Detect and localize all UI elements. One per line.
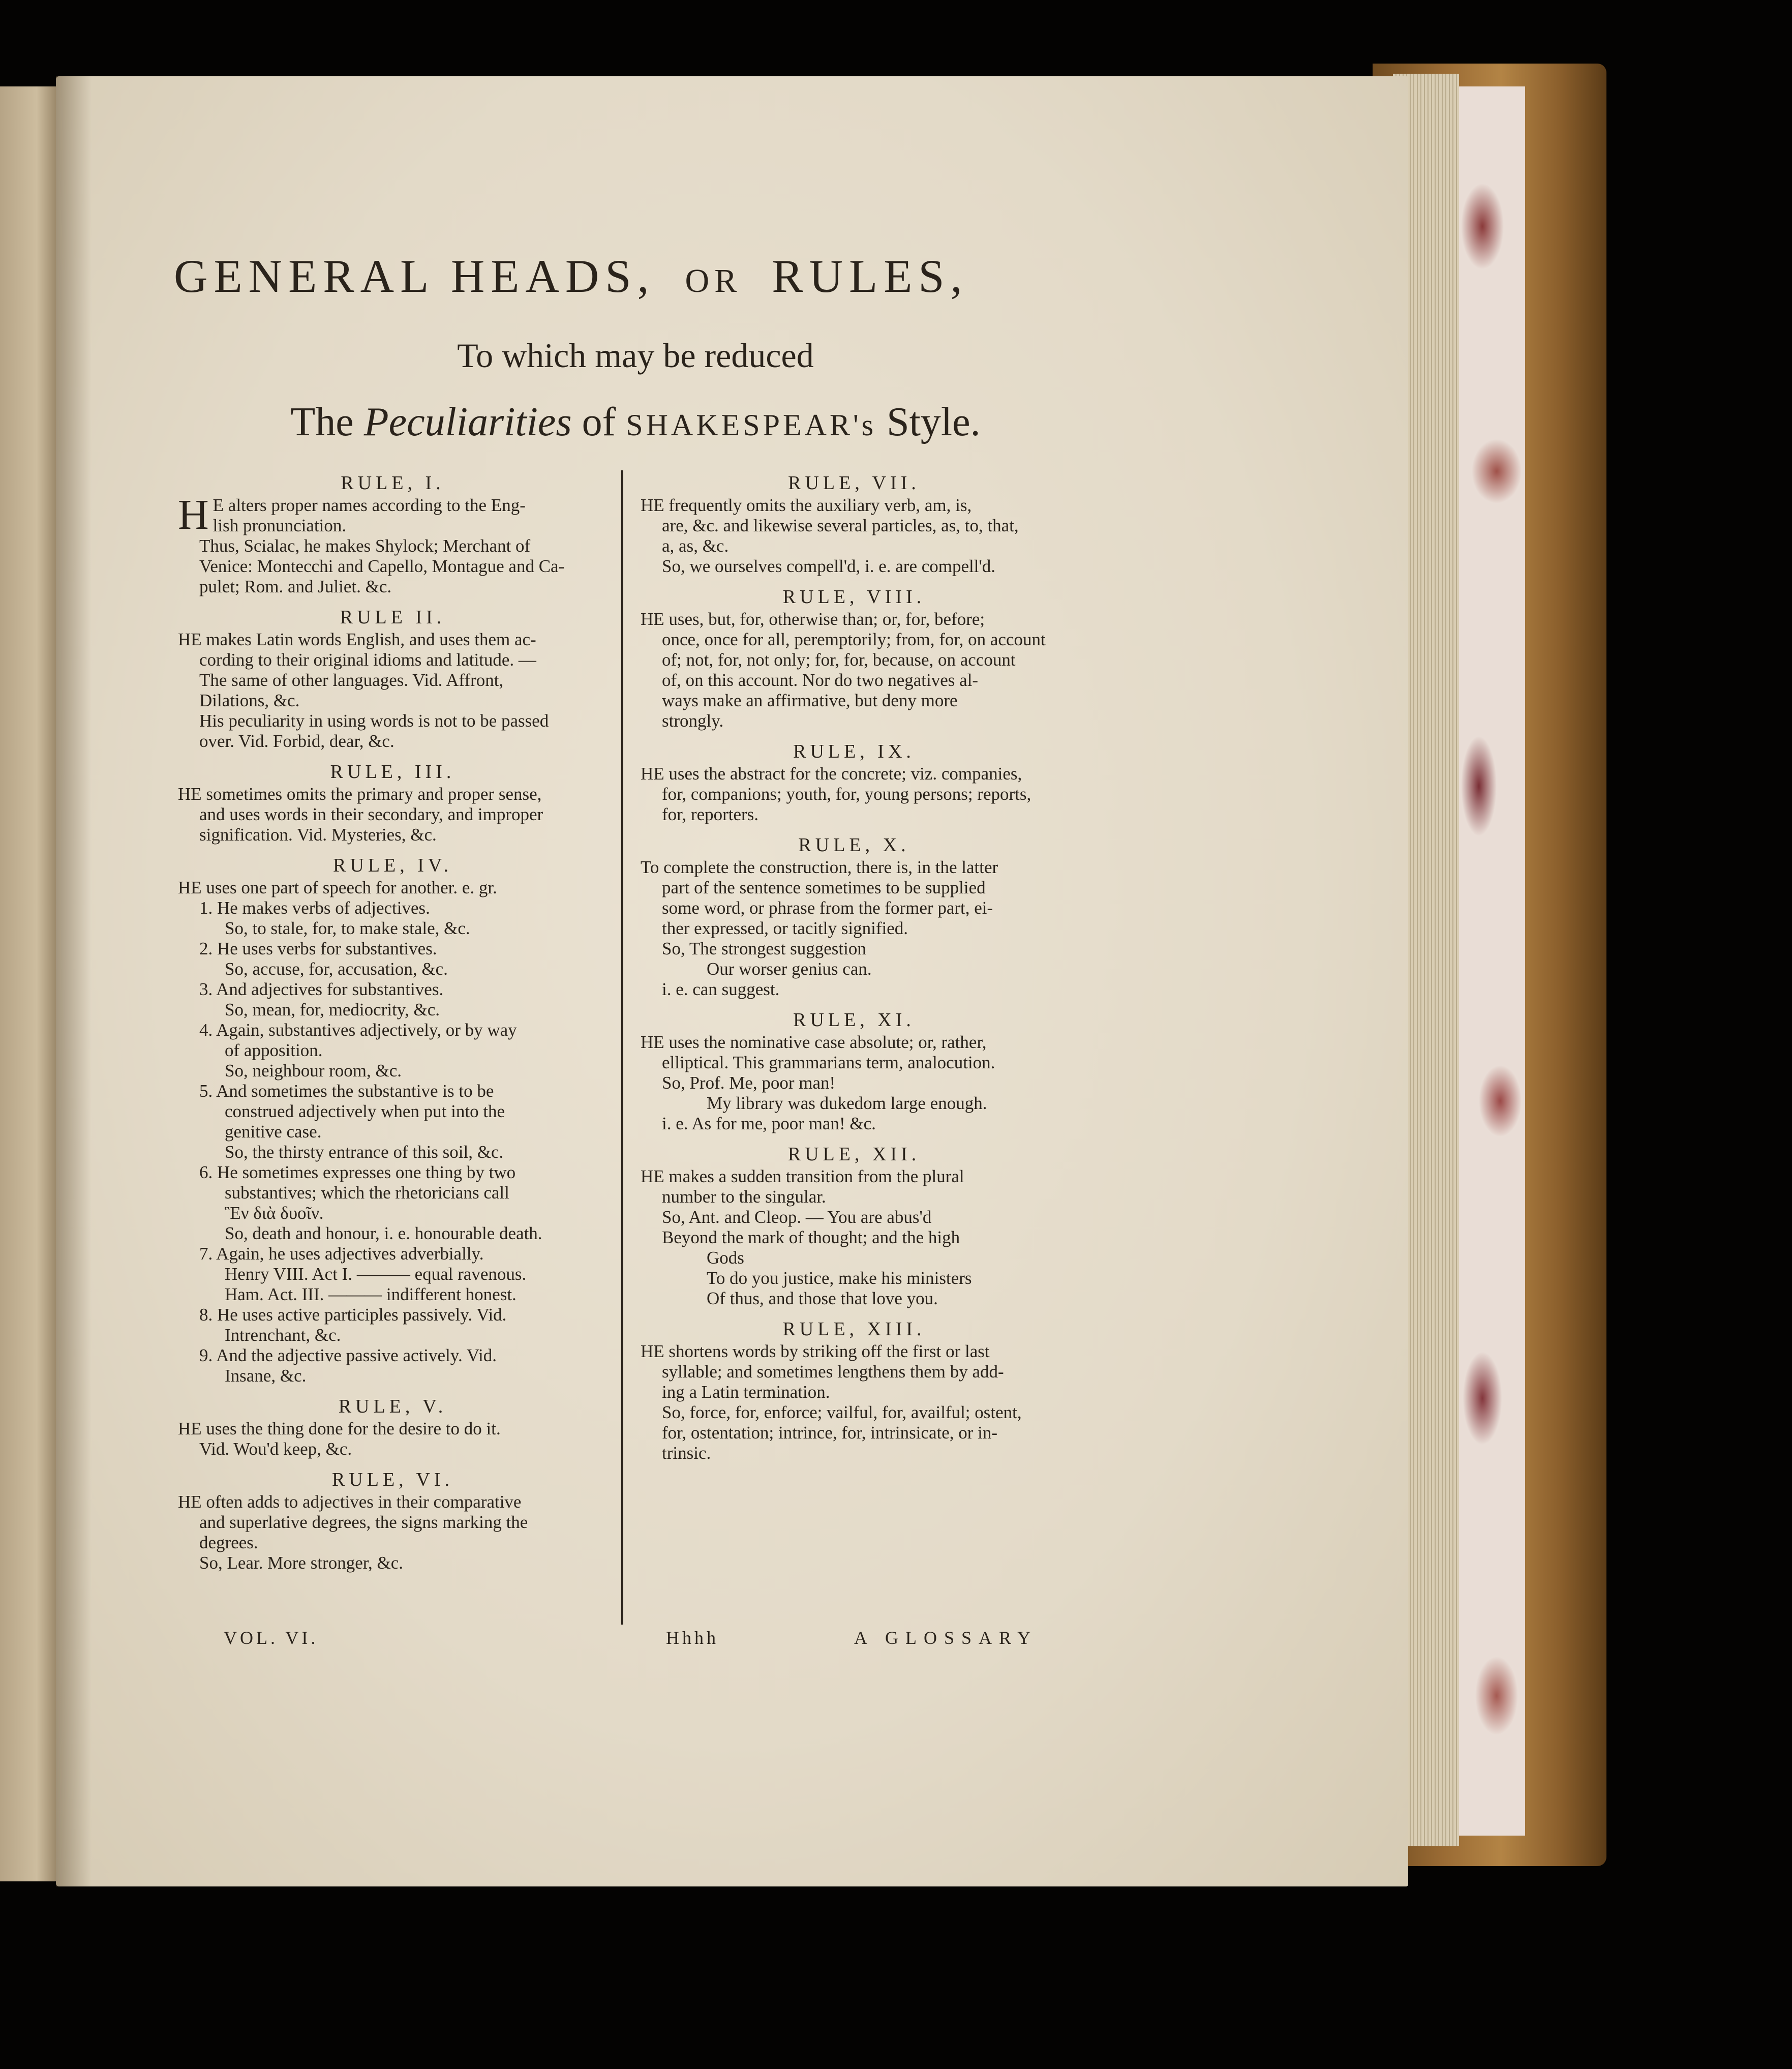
text-line: Gods <box>707 1248 744 1268</box>
rule-heading: RULE, XIII. <box>782 1318 926 1340</box>
text-line: trinsic. <box>662 1443 711 1463</box>
text-line: Vid. Wou'd keep, &c. <box>199 1439 352 1459</box>
rule-block <box>641 1144 1068 1309</box>
left-column <box>178 468 608 1583</box>
signature-mark: Hhhh <box>666 1628 719 1648</box>
text-line: 3. And adjectives for substantives. <box>199 979 444 999</box>
text-line: Dilations, &c. <box>199 691 300 710</box>
rule-heading: RULE II. <box>340 607 446 628</box>
text-line: HE frequently omits the auxiliary verb, am, is, <box>641 495 972 515</box>
title3-of: of <box>582 400 616 444</box>
text-line: So, accuse, for, accusation, &c. <box>225 959 448 979</box>
text-line: syllable; and sometimes lengthens them by add- <box>662 1362 1004 1382</box>
text-line: Insane, &c. <box>225 1366 307 1386</box>
text-line: Ἓν διὰ δυοῖν. <box>225 1203 324 1223</box>
rule-heading: RULE, VIII. <box>782 586 926 608</box>
title-general-heads: GENERAL HEADS, <box>174 250 655 302</box>
text-line: part of the sentence sometimes to be supplied <box>662 878 986 897</box>
text-line: HE makes Latin words English, and uses them ac- <box>178 629 536 649</box>
text-line: over. Vid. Forbid, dear, &c. <box>199 731 394 751</box>
text-line: My library was dukedom large enough. <box>707 1093 987 1113</box>
text-line: 1. He makes verbs of adjectives. <box>199 898 430 918</box>
text-line: So, Prof. Me, poor man! <box>662 1073 836 1093</box>
drop-cap: H <box>178 491 209 538</box>
text-line: for, ostentation; intrince, for, intrinsicate, or in- <box>662 1423 998 1443</box>
text-line: To do you justice, make his ministers <box>707 1268 972 1288</box>
title3-the: The <box>290 400 354 444</box>
text-line: and uses words in their secondary, and improper <box>199 804 543 824</box>
catchword: A GLOSSARY <box>854 1628 1038 1648</box>
text-line: So, Lear. More stronger, &c. <box>199 1553 403 1573</box>
text-line: construed adjectively when put into the <box>225 1101 505 1121</box>
text-line: HE makes a sudden transition from the plural <box>641 1166 964 1186</box>
text-line: of, on this account. Nor do two negatives al- <box>662 670 979 690</box>
rule-block <box>641 741 1068 825</box>
text-line: HE uses the abstract for the concrete; viz. companies, <box>641 764 1022 784</box>
rule-heading: RULE, X. <box>798 834 910 856</box>
column-divider <box>621 470 623 1625</box>
text-line: i. e. can suggest. <box>662 979 780 999</box>
title3-style: Style. <box>887 400 981 444</box>
text-line: 9. And the adjective passive actively. Vid. <box>199 1345 497 1365</box>
text-line: of; not, for, not only; for, for, because, on account <box>662 650 1016 670</box>
text-line: ing a Latin termination. <box>662 1382 830 1402</box>
text-line: ways make an affirmative, but deny more <box>662 691 958 710</box>
text-line: HE uses one part of speech for another. e. gr. <box>178 878 497 897</box>
rule-block <box>178 473 608 597</box>
rule-block <box>641 587 1068 731</box>
text-line: HE sometimes omits the primary and proper sense, <box>178 784 542 804</box>
rule-heading: RULE, IV. <box>333 855 452 876</box>
text-line: So, The strongest suggestion <box>662 939 866 958</box>
rule-heading: RULE, VI. <box>331 1469 454 1490</box>
text-line: So, death and honour, i. e. honourable death. <box>225 1223 542 1243</box>
rule-heading: RULE, IX. <box>793 741 915 762</box>
rule-block <box>178 855 608 1386</box>
text-line: Venice: Montecchi and Capello, Montague and Ca- <box>199 556 565 576</box>
text-line: substantives; which the rhetoricians call <box>225 1183 509 1203</box>
title-rules: RULES, <box>772 250 968 302</box>
text-line: E alters proper names according to the Eng- <box>212 495 526 515</box>
text-line: i. e. As for me, poor man! &c. <box>662 1114 876 1133</box>
marbled-endpaper <box>1454 86 1525 1836</box>
text-line: So, Ant. and Cleop. — You are abus'd <box>662 1207 932 1227</box>
text-line: are, &c. and likewise several particles, as, to, that, <box>662 516 1019 535</box>
title-or: OR <box>685 262 742 299</box>
text-line: 7. Again, he uses adjectives adverbially. <box>199 1244 484 1264</box>
text-line: of apposition. <box>225 1040 323 1060</box>
text-line: So, neighbour room, &c. <box>225 1061 402 1081</box>
rule-block <box>178 1470 608 1573</box>
text-line: cording to their original idioms and latitude. — <box>199 650 536 670</box>
text-line: and superlative degrees, the signs marking the <box>199 1512 528 1532</box>
text-line: 6. He sometimes expresses one thing by two <box>199 1162 516 1182</box>
text-line: Thus, Scialac, he makes Shylock; Merchant of <box>199 536 531 556</box>
text-line: once, once for all, peremptorily; from, for, on account <box>662 629 1046 649</box>
rule-heading: RULE, V. <box>338 1396 447 1417</box>
text-line: ther expressed, or tacitly signified. <box>662 918 908 938</box>
text-line: Of thus, and those that love you. <box>707 1288 938 1308</box>
text-line: So, we ourselves compell'd, i. e. are compell'd. <box>662 556 996 576</box>
text-line: 5. And sometimes the substantive is to be <box>199 1081 494 1101</box>
rule-block <box>178 607 608 752</box>
rule-heading: RULE, I. <box>341 472 445 494</box>
text-line: genitive case. <box>225 1122 322 1142</box>
text-line: number to the singular. <box>662 1187 826 1207</box>
text-line: The same of other languages. Vid. Affront, <box>199 670 504 690</box>
text-line: Intrenchant, &c. <box>225 1325 341 1345</box>
text-line: Beyond the mark of thought; and the high <box>662 1227 960 1247</box>
title3-shakespear: SHAKESPEAR's <box>626 408 877 442</box>
text-line: HE often adds to adjectives in their comparative <box>178 1492 522 1512</box>
rule-block <box>641 1319 1068 1463</box>
rule-heading: RULE, XI. <box>793 1009 915 1031</box>
title3-peculiarities: Peculiarities <box>363 400 572 444</box>
text-line: lish pronunciation. <box>212 516 347 535</box>
text-line: elliptical. This grammarians term, analocution. <box>662 1053 995 1072</box>
text-line: Ham. Act. III. ——— indifferent honest. <box>225 1284 517 1304</box>
rule-heading: RULE, XII. <box>787 1144 921 1165</box>
text-line: His peculiarity in using words is not to be passed <box>199 711 549 731</box>
rule-block <box>641 473 1068 577</box>
rule-heading: RULE, III. <box>330 761 455 783</box>
text-line: some word, or phrase from the former part, ei- <box>662 898 993 918</box>
text-line: for, reporters. <box>662 804 759 824</box>
text-line: 8. He uses active participles passively. Vid. <box>199 1305 507 1325</box>
rule-heading: RULE, VII. <box>788 472 920 494</box>
rule-block <box>178 1396 608 1459</box>
text-line: So, mean, for, mediocrity, &c. <box>225 1000 440 1019</box>
text-line: So, the thirsty entrance of this soil, &c. <box>225 1142 504 1162</box>
rule-block <box>641 1010 1068 1134</box>
text-line: To complete the construction, there is, in the latter <box>641 857 998 877</box>
page-title <box>174 249 1099 303</box>
text-line: HE uses the nominative case absolute; or, rather, <box>641 1032 987 1052</box>
text-line: So, to stale, for, to make stale, &c. <box>225 918 470 938</box>
rule-block <box>178 762 608 845</box>
text-line: Our worser genius can. <box>707 959 872 979</box>
text-line: signification. Vid. Mysteries, &c. <box>199 825 437 845</box>
text-line: HE uses the thing done for the desire to do it. <box>178 1419 501 1438</box>
page-subtitle: To which may be reduced <box>457 336 814 375</box>
text-line: HE uses, but, for, otherwise than; or, for, before; <box>641 609 985 629</box>
text-line: for, companions; youth, for, young persons; reports, <box>662 784 1031 804</box>
text-line: a, as, &c. <box>662 536 729 556</box>
text-line: 4. Again, substantives adjectively, or by way <box>199 1020 517 1040</box>
text-line: HE shortens words by striking off the first or last <box>641 1341 990 1361</box>
text-line: Henry VIII. Act I. ——— equal ravenous. <box>225 1264 527 1284</box>
rule-block <box>641 835 1068 1000</box>
volume-number: VOL. VI. <box>224 1628 319 1648</box>
text-line: strongly. <box>662 711 724 731</box>
text-line: degrees. <box>199 1533 258 1552</box>
text-line: pulet; Rom. and Juliet. &c. <box>199 577 392 596</box>
text-line: 2. He uses verbs for substantives. <box>199 939 437 958</box>
text-line: So, force, for, enforce; vailful, for, availful; ostent, <box>662 1402 1022 1422</box>
right-column <box>641 468 1068 1474</box>
page-title-line3 <box>0 399 1271 445</box>
